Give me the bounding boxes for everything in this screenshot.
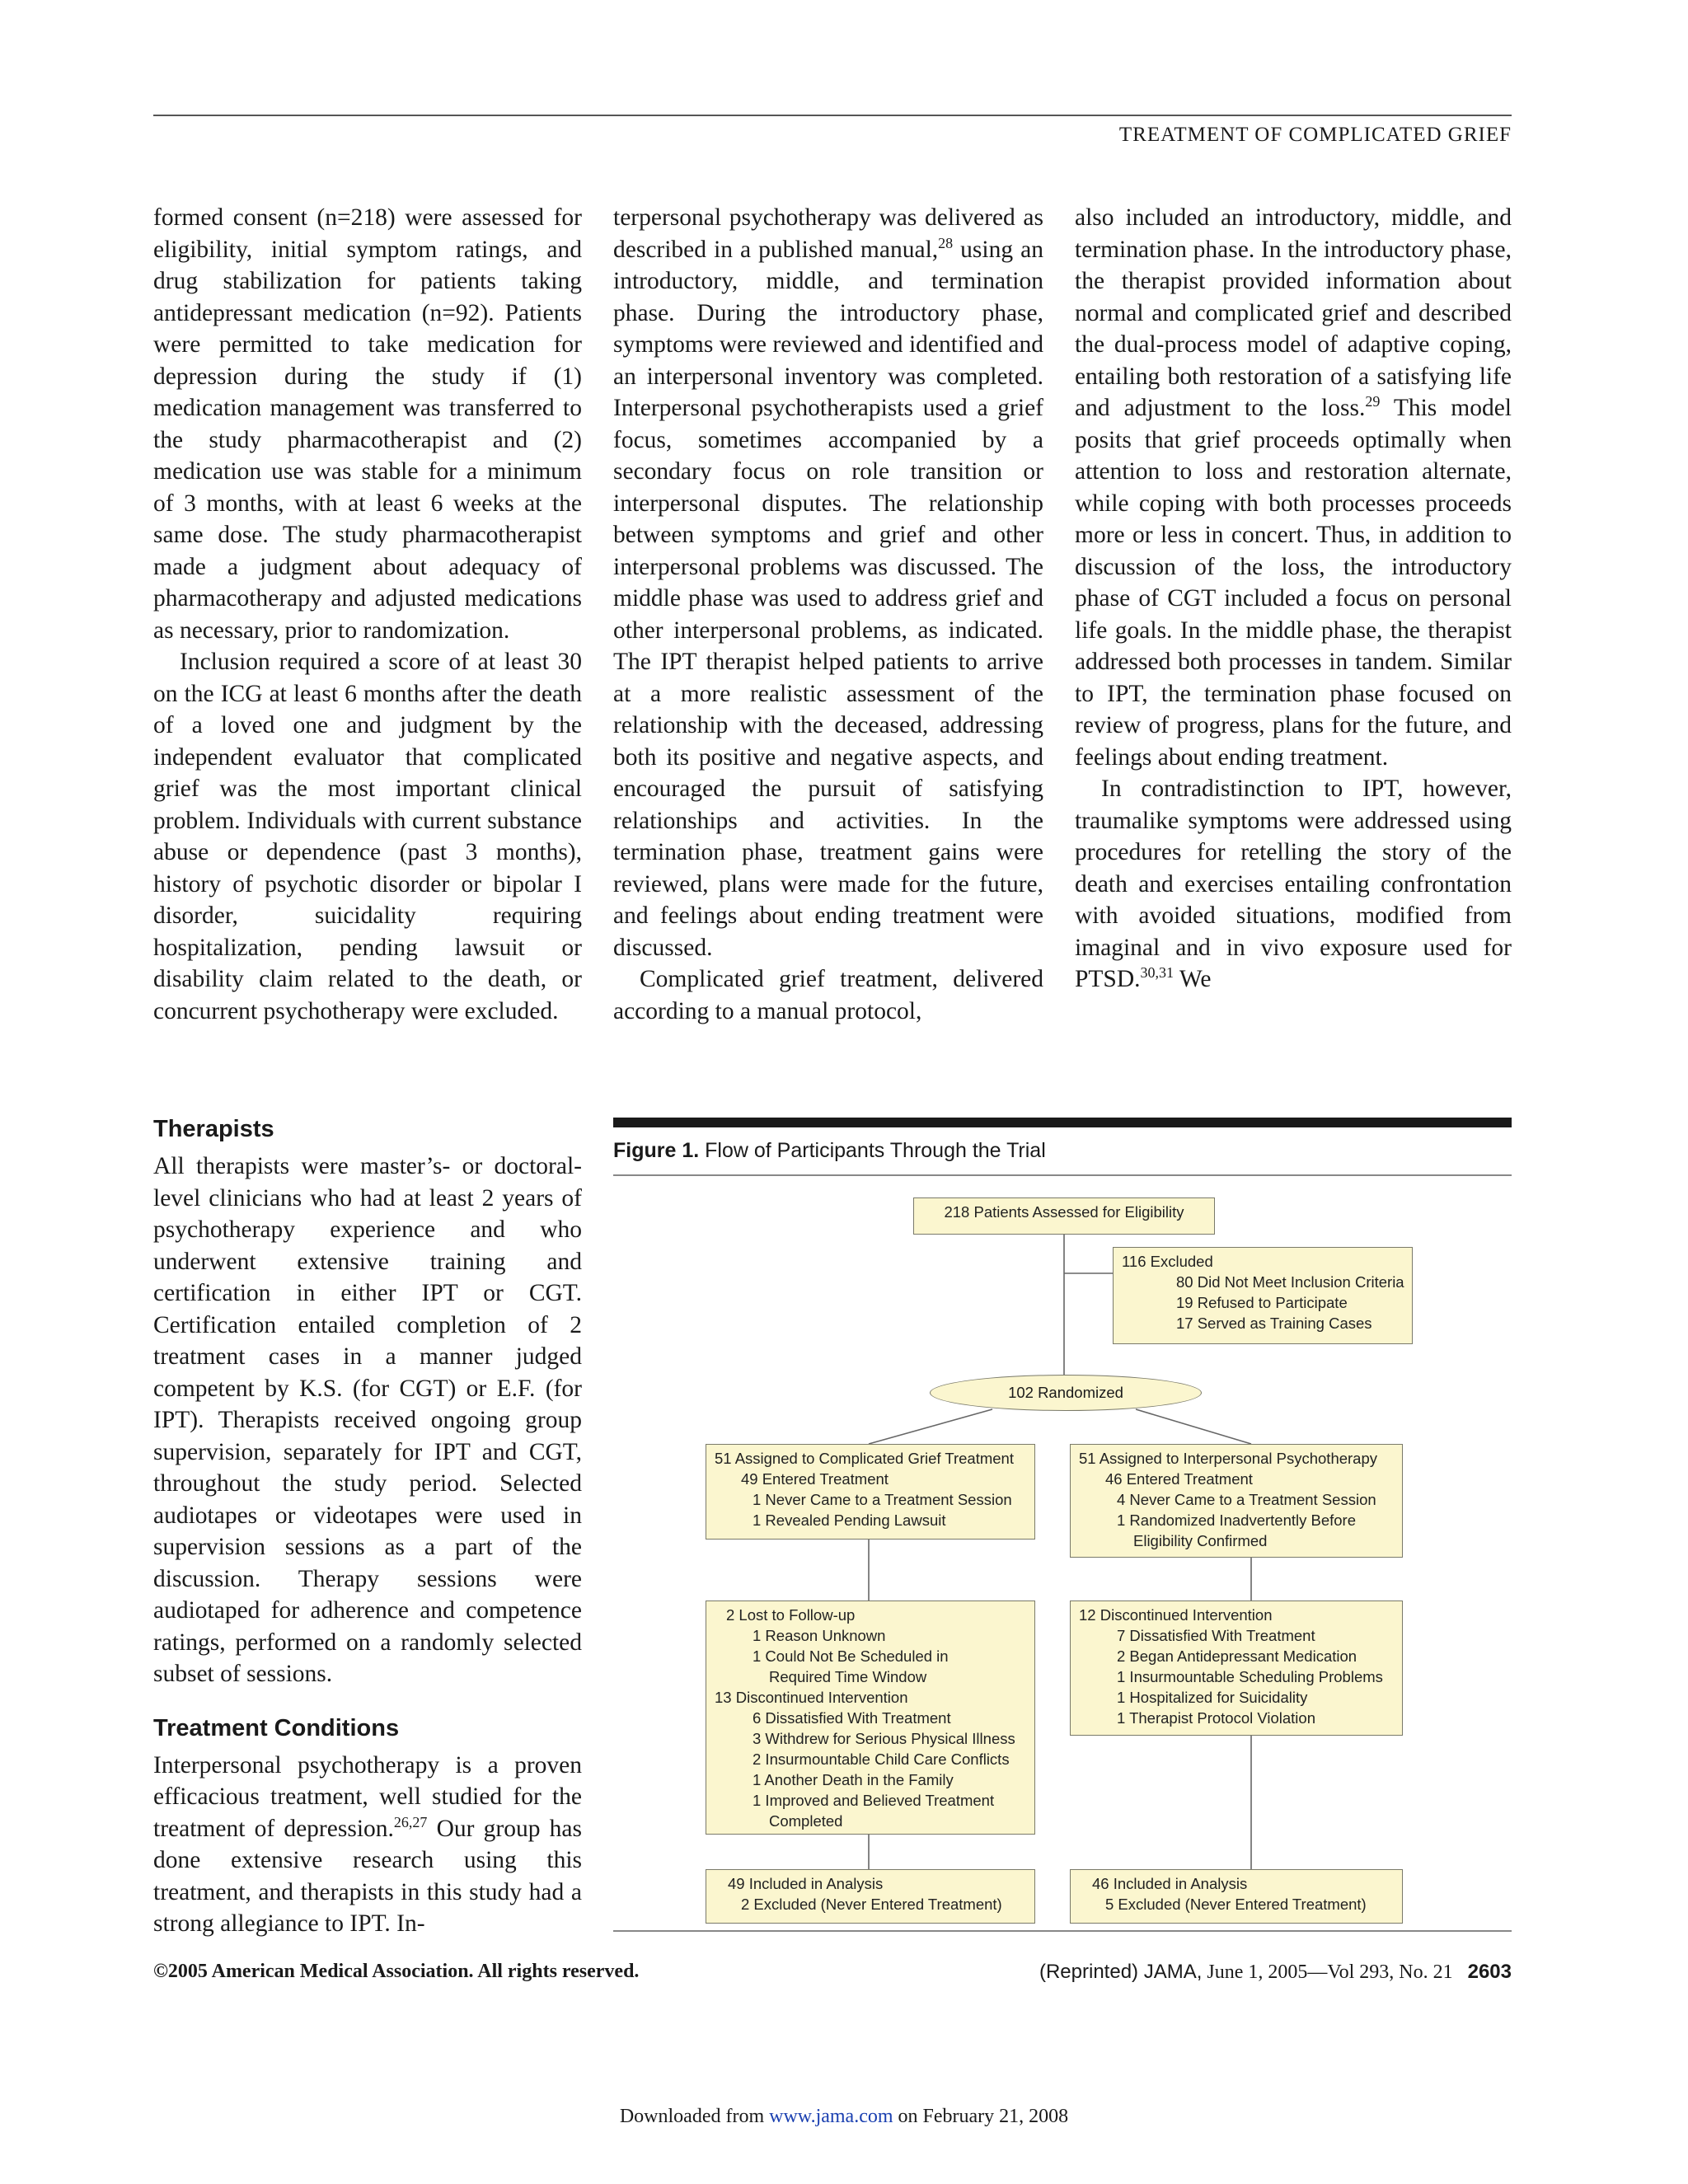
jama-link[interactable]: www.jama.com	[769, 2106, 893, 2127]
paragraph: Inclusion required a score of at least 30 on the ICG at least 6 months after the death of a loved one and judgment by the independent evaluator that complicated grief was the most important clinical problem. Individuals with current substance abuse or dependence (past 3 months), history of psychotic disorder or bipolar I disorder, suicidality requiring hospitalization, pending lawsuit or disability claim related to the death, or concurrent psychotherapy were excluded.	[153, 649, 582, 1024]
box-assessed: 218 Patients Assessed for Eligibility	[913, 1197, 1215, 1235]
column-3	[1075, 202, 1512, 996]
citation: 28	[938, 234, 954, 251]
citation: 30,31	[1140, 964, 1175, 982]
page-number: 2603	[1467, 1961, 1512, 1983]
figure-bottom-rule	[613, 1930, 1512, 1932]
paragraph: All therapists were master’s- or doctoral-level clinicians who had at least 2 years of psychotherapy experience and who underwent extensive training and certification in either IPT or CGT. Certification entailed completion of 2 treatment cases in a manner judged competent by K.S. (for CGT) or E.F. (for IPT). Therapists received ongoing group supervision, separately for IPT and CGT, throughout the study period. Selected audiotapes or videotapes were used in supervision sessions as a part of the discussion. Therapy sessions were audiotaped for adherence and competence ratings, performed on a randomly selected subset of sessions.	[153, 1153, 582, 1687]
paragraph: terpersonal psychotherapy was delivered as described in a published manual,$^{28}$ using an introductory, middle, and termination phase. During the introductory phase, symptoms were reviewed and identified and an interpersonal inventory was completed. Interpersonal psychotherapists used a grief focus, sometimes accompanied by a secondary focus on role transition or interpersonal disputes. The relationship between symptoms and grief and other interpersonal problems was discussed. The middle phase was used to address grief and other interpersonal problems, as indicated. The IPT therapist helped patients to arrive at a more realistic assessment of the relationship with the deceased, addressing both its positive and negative aspects, and encouraged the pursuit of satisfying relationships and activities. In the termination phase, treatment gains were reviewed, plans were made for the future, and feelings about ending treatment were discussed.	[613, 204, 1043, 961]
section-heading-therapists: Therapists	[153, 1116, 274, 1142]
journal-citation: (Reprinted) JAMA, June 1, 2005—Vol 293, No. 21 2603	[1039, 1961, 1512, 1983]
running-head: TREATMENT OF COMPLICATED GRIEF	[1118, 124, 1512, 146]
box-ipt-analysis: 46 Included in Analysis 5 Excluded (Never Entered Treatment)	[1070, 1869, 1403, 1924]
figure-1-flow-diagram	[613, 1118, 1512, 1932]
paragraph: In contradistinction to IPT, however, traumalike symptoms were addressed using procedures for retelling the story of the death and exercises entailing confrontation with avoided situations, modified from imaginal and in vivo exposure used for PTSD.$^{30,31}$ We	[1075, 776, 1512, 992]
box-cgt-assigned: 51 Assigned to Complicated Grief Treatment 49 Entered Treatment 1 Never Came to a Treatment Session 1 Revealed Pending Lawsuit	[706, 1444, 1035, 1540]
box-cgt-analysis: 49 Included in Analysis 2 Excluded (Never Entered Treatment)	[706, 1869, 1035, 1924]
box-excluded: 116 Excluded 80 Did Not Meet Inclusion Criteria 19 Refused to Participate 17 Served as Training Cases	[1113, 1247, 1413, 1344]
box-ipt-assigned: 51 Assigned to Interpersonal Psychotherapy 46 Entered Treatment 4 Never Came to a Treatment Session 1 Randomized Inadvertently Before Eligibility Confirmed	[1070, 1444, 1403, 1558]
column-2	[613, 202, 1043, 1027]
column-1	[153, 202, 582, 1027]
citation: 26,27	[393, 1813, 428, 1830]
copyright-notice: ©2005 American Medical Association. All rights reserved.	[153, 1961, 640, 1982]
ellipse-randomized: 102 Randomized	[930, 1375, 1202, 1411]
figure-caption: Figure 1. Flow of Participants Through the Trial	[613, 1139, 1046, 1162]
paragraph: Interpersonal psychotherapy is a proven efficacious treatment, well studied for the treatment of depression.$^{26,27}$ Our group has done extensive research using this treatment, and therapists in this study had a strong allegiance to IPT. In-	[153, 1751, 582, 1937]
paragraph: formed consent (n=218) were assessed for eligibility, initial symptom ratings, and drug stabilization for patients taking antidepressant medication (n=92). Patients were permitted to take medication for depression during the study if (1) medication management was transferred to the study pharmacotherapist and (2) medication use was stable for a minimum of 3 months, with at least 6 weeks at the same dose. The study pharmacotherapist made a judgment about adequacy of pharmacotherapy and adjusted medications as necessary, prior to randomization.	[153, 204, 582, 644]
column-1-lower	[153, 1114, 582, 1940]
box-ipt-followup: 12 Discontinued Intervention 7 Dissatisfied With Treatment 2 Began Antidepressant Medication 1 Insurmountable Scheduling Problems 1 Hospitalized for Suicidality 1 Therapist Protocol Violation	[1070, 1601, 1403, 1736]
download-notice: Downloaded from www.jama.com on February 21, 2008	[619, 2106, 1069, 2127]
section-heading-treatment-conditions: Treatment Conditions	[153, 1714, 400, 1741]
paragraph: also included an introductory, middle, and termination phase. In the introductory phase, the therapist provided information about normal and complicated grief and described the dual-process model of adaptive coping, entailing both restoration of a satisfying life and adjustment to the loss.$^{29}$ This model posits that grief proceeds optimally when attention to loss and restoration alternate, while coping with both processes proceeds more or less in concert. Thus, in addition to discussion of the loss, the introductory phase of CGT included a focus on personal life goals. In the middle phase, the therapist addressed both processes in tandem. Similar to IPT, the termination phase focused on review of progress, plans for the future, and feelings about ending treatment.	[1075, 204, 1512, 771]
paragraph: Complicated grief treatment, delivered according to a manual protocol,	[613, 966, 1043, 1024]
box-cgt-followup: 2 Lost to Follow-up 1 Reason Unknown 1 Could Not Be Scheduled in Required Time Window 13 Discontinued Intervention 6 Dissatisfied With Treatment 3 Withdrew for Serious Physical Illness 2 Insurmountable Child Care Conflicts 1 Another Death in the Family 1 Improved and Believed Treatment Completed	[706, 1601, 1035, 1835]
header-rule	[153, 115, 1512, 116]
citation: 29	[1365, 393, 1381, 410]
